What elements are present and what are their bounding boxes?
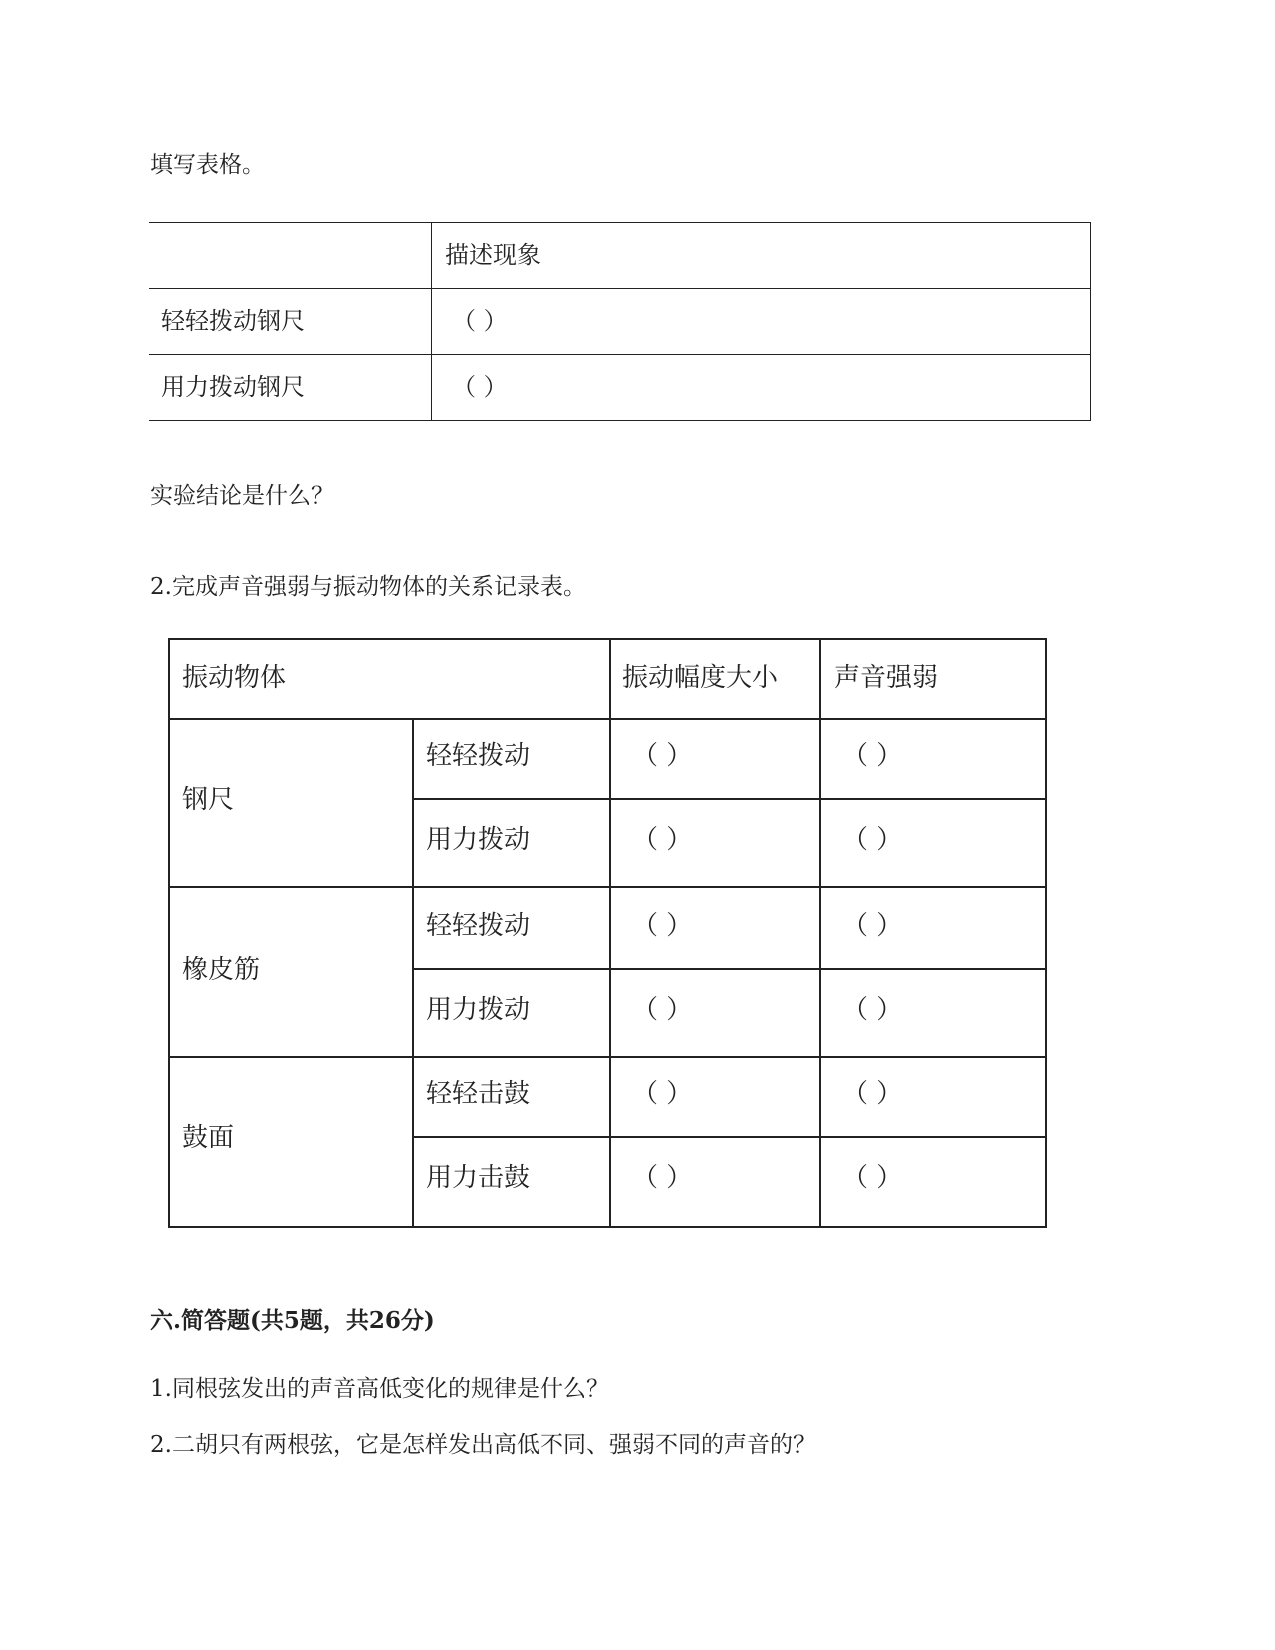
section-6-title: 六.简答题(共5题，共26分) [150, 1307, 435, 1334]
table-border [149, 420, 1091, 421]
answer-blank[interactable]: （ ） [632, 911, 693, 941]
answer-blank[interactable]: （ ） [842, 741, 903, 771]
table-row-label: 轻轻拨动钢尺 [161, 307, 305, 335]
table-border [412, 798, 1045, 800]
table-border [819, 640, 821, 1226]
answer-blank[interactable]: （ ） [842, 911, 903, 941]
answer-blank[interactable]: （ ） [632, 741, 693, 771]
answer-blank[interactable]: （ ） [842, 825, 903, 855]
table-border [170, 886, 1045, 888]
action-label: 轻轻拨动 [426, 911, 531, 941]
table-border [412, 968, 1045, 970]
answer-blank[interactable]: （ ） [632, 825, 693, 855]
intro-instruction: 填写表格。 [150, 152, 265, 178]
answer-blank[interactable]: （ ） [632, 1079, 693, 1109]
table-border [609, 640, 611, 1226]
answer-blank[interactable]: （ ） [632, 1163, 693, 1193]
action-label: 用力拨动 [426, 995, 531, 1025]
answer-blank[interactable]: （ ） [452, 373, 508, 401]
short-answer-question-2: 2.二胡只有两根弦，它是怎样发出高低不同、强弱不同的声音的？ [150, 1432, 816, 1458]
table-border [1090, 222, 1091, 421]
header-amplitude: 振动幅度大小 [622, 663, 779, 693]
table-border [412, 1136, 1045, 1138]
short-answer-question-1: 1.同根弦发出的声音高低变化的规律是什么？ [150, 1376, 609, 1402]
table-border [431, 222, 432, 421]
answer-blank[interactable]: （ ） [842, 1163, 903, 1193]
object-label: 钢尺 [182, 785, 235, 815]
action-label: 轻轻拨动 [426, 741, 531, 771]
question-2-title: 2.完成声音强弱与振动物体的关系记录表。 [150, 574, 586, 600]
action-label: 用力拨动 [426, 825, 531, 855]
table-border [170, 718, 1045, 720]
action-label: 用力击鼓 [426, 1163, 531, 1193]
table-row-label: 用力拨动钢尺 [161, 373, 305, 401]
header-loudness: 声音强弱 [834, 663, 939, 693]
answer-blank[interactable]: （ ） [842, 1079, 903, 1109]
phenomenon-table [149, 222, 1091, 421]
table-border [149, 288, 1091, 289]
answer-blank[interactable]: （ ） [632, 995, 693, 1025]
object-label: 鼓面 [182, 1123, 235, 1153]
object-label: 橡皮筋 [182, 955, 261, 985]
table-header-description: 描述现象 [445, 241, 541, 269]
conclusion-question: 实验结论是什么？ [150, 483, 334, 509]
table-border [149, 222, 1091, 223]
action-label: 轻轻击鼓 [426, 1079, 531, 1109]
header-vibrating-object: 振动物体 [182, 663, 287, 693]
answer-blank[interactable]: （ ） [842, 995, 903, 1025]
answer-blank[interactable]: （ ） [452, 307, 508, 335]
table-border [170, 1056, 1045, 1058]
table-border [149, 354, 1091, 355]
vibration-record-table [168, 638, 1047, 1228]
table-border [412, 718, 414, 1226]
